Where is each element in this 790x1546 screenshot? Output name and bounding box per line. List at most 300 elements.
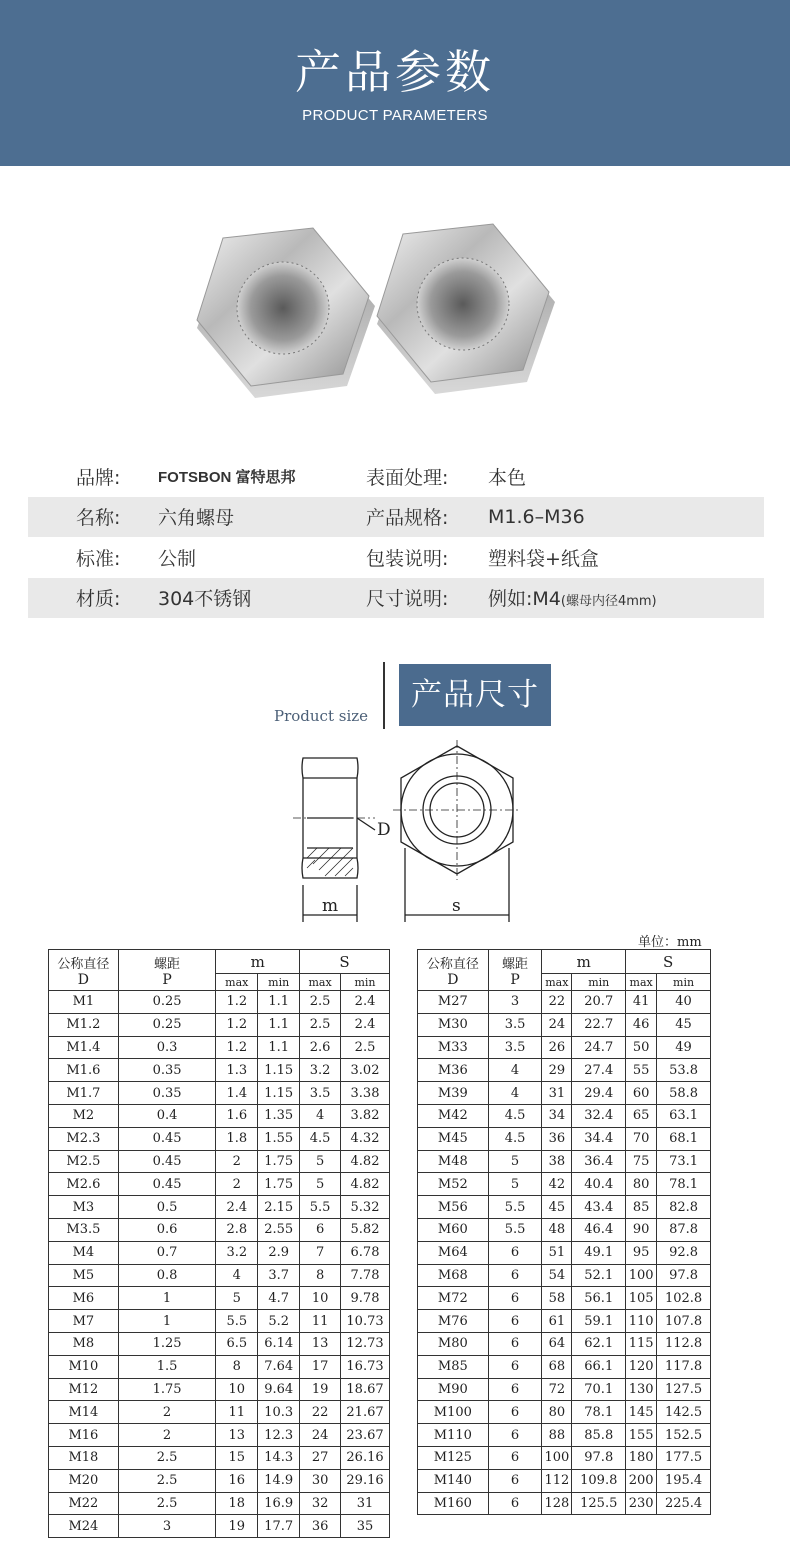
table-cell: M3 [49,1196,119,1219]
table-cell: 0.25 [118,991,216,1014]
spec-value: 六角螺母 [158,507,235,530]
table-cell: 1.8 [216,1127,258,1150]
nut-dimension-diagram [285,740,525,930]
table-cell: 78.1 [657,1173,711,1196]
table-cell: M90 [418,1378,489,1401]
table-cell: 29.4 [572,1082,626,1105]
table-cell: 49.1 [572,1241,626,1264]
table-row [418,1082,711,1105]
table-cell: 6 [488,1424,542,1447]
table-cell: 1.3 [216,1059,258,1082]
table-cell: 4.5 [488,1104,542,1127]
table-cell: 18.67 [341,1378,390,1401]
table-cell: 13 [216,1424,258,1447]
table-cell: 17.7 [258,1515,300,1538]
table-cell: 31 [341,1492,390,1515]
table-cell: 88 [542,1424,572,1447]
table-cell: 20.7 [572,991,626,1014]
table-cell: 18 [216,1492,258,1515]
table-cell: 4 [488,1082,542,1105]
table-row [49,991,390,1014]
col-header-s: S [626,950,711,974]
table-row [418,1059,711,1082]
product-size-cn: 产品尺寸 [399,664,551,726]
table-cell: 1.1 [258,991,300,1014]
table-row [418,1401,711,1424]
table-cell: 24 [542,1013,572,1036]
table-cell: 64 [542,1332,572,1355]
table-cell: 97.8 [657,1264,711,1287]
diagram-label-d: D [377,820,391,840]
table-row [418,1492,711,1515]
table-cell: 6.14 [258,1332,300,1355]
table-cell: 1.6 [216,1104,258,1127]
table-cell: 16.73 [341,1355,390,1378]
table-cell: 4.7 [258,1287,300,1310]
table-cell: 6 [488,1469,542,1492]
table-cell: 5 [300,1173,341,1196]
table-cell: 110 [626,1310,657,1333]
table-cell: 1.2 [216,1036,258,1059]
spec-label: 名称: [76,507,121,530]
table-cell: 10.3 [258,1401,300,1424]
table-cell: M1.6 [49,1059,119,1082]
table-cell: M56 [418,1196,489,1219]
spec-example: 例如:M4 [488,588,561,611]
table-cell: 12.3 [258,1424,300,1447]
table-cell: 58.8 [657,1082,711,1105]
table-cell: 1.4 [216,1082,258,1105]
spec-row [28,497,764,538]
page-title: 产品参数 [295,45,495,99]
table-cell: 11 [300,1310,341,1333]
table-cell: M5 [49,1264,119,1287]
table-row [49,1196,390,1219]
table-cell: 30 [300,1469,341,1492]
table-cell: 225.4 [657,1492,711,1515]
table-cell: 0.7 [118,1241,216,1264]
table-cell: 0.35 [118,1082,216,1105]
table-cell: 127.5 [657,1378,711,1401]
table-cell: 54 [542,1264,572,1287]
table-row [49,1036,390,1059]
col-header-m: m [216,950,300,974]
table-row [49,1424,390,1447]
table-cell: 13 [300,1332,341,1355]
table-cell: 5 [488,1150,542,1173]
table-row [49,1355,390,1378]
spec-label: 尺寸说明: [366,588,449,611]
table-row [49,1082,390,1105]
table-cell: 49 [657,1036,711,1059]
table-cell: 2 [216,1150,258,1173]
table-cell: 85.8 [572,1424,626,1447]
table-cell: M100 [418,1401,489,1424]
table-cell: 34 [542,1104,572,1127]
table-cell: 1.1 [258,1013,300,1036]
table-cell: 0.8 [118,1264,216,1287]
table-cell: 2.4 [341,1013,390,1036]
table-cell: 61 [542,1310,572,1333]
table-cell: 1.75 [258,1173,300,1196]
table-cell: 22.7 [572,1013,626,1036]
table-cell: M22 [49,1492,119,1515]
table-cell: 63.1 [657,1104,711,1127]
table-cell: 3.82 [341,1104,390,1127]
unit-label: 单位：mm [638,935,702,950]
table-cell: 0.45 [118,1150,216,1173]
table-cell: 26 [542,1036,572,1059]
table-cell: 4 [488,1059,542,1082]
table-cell: 1.2 [216,991,258,1014]
table-row [418,1127,711,1150]
table-cell: 3.02 [341,1059,390,1082]
table-cell: 9.78 [341,1287,390,1310]
spec-value: 304不锈钢 [158,588,252,611]
table-cell: M27 [418,991,489,1014]
table-cell: 2.4 [341,991,390,1014]
table-row [418,991,711,1014]
table-cell: 4 [216,1264,258,1287]
table-cell: 1.75 [118,1378,216,1401]
spec-label: 包装说明: [366,547,449,570]
table-cell: 3.2 [300,1059,341,1082]
table-cell: 2.5 [341,1036,390,1059]
table-cell: 8 [300,1264,341,1287]
table-row [49,1287,390,1310]
table-cell: M12 [49,1378,119,1401]
table-row [418,1036,711,1059]
table-cell: 100 [626,1264,657,1287]
table-row [49,1013,390,1036]
table-cell: 5 [300,1150,341,1173]
table-cell: 8 [216,1355,258,1378]
table-cell: 112 [542,1469,572,1492]
table-cell: 6.78 [341,1241,390,1264]
spec-row [28,578,764,619]
table-cell: 9.64 [258,1378,300,1401]
table-row [49,1127,390,1150]
table-cell: 2 [118,1401,216,1424]
table-cell: 6 [488,1492,542,1515]
table-cell: 15 [216,1446,258,1469]
table-cell: 2.4 [216,1196,258,1219]
table-cell: 5 [488,1173,542,1196]
table-cell: 7.64 [258,1355,300,1378]
table-row [49,1492,390,1515]
spec-value: 塑料袋+纸盒 [488,547,599,570]
table-cell: 78.1 [572,1401,626,1424]
spec-label: 材质: [76,588,121,611]
table-cell: 120 [626,1355,657,1378]
table-cell: 3.5 [488,1036,542,1059]
header-banner [0,0,790,166]
table-cell: 85 [626,1196,657,1219]
table-cell: M1 [49,991,119,1014]
table-cell: 6 [488,1332,542,1355]
table-cell: 52.1 [572,1264,626,1287]
table-cell: M64 [418,1241,489,1264]
table-cell: 12.73 [341,1332,390,1355]
table-cell: 4.82 [341,1150,390,1173]
col-header-max: max [300,974,341,991]
table-cell: M45 [418,1127,489,1150]
table-cell: 22 [542,991,572,1014]
divider [383,662,385,729]
table-cell: M36 [418,1059,489,1082]
table-cell: 177.5 [657,1446,711,1469]
table-row [418,1241,711,1264]
table-cell: 58 [542,1287,572,1310]
table-cell: 56.1 [572,1287,626,1310]
table-cell: M52 [418,1173,489,1196]
table-cell: 45 [542,1196,572,1219]
table-cell: 51 [542,1241,572,1264]
col-header-pitch: 螺距 P [118,950,216,991]
table-row [49,1150,390,1173]
table-row [418,1424,711,1447]
table-cell: 36 [542,1127,572,1150]
table-row [418,1469,711,1492]
table-cell: 112.8 [657,1332,711,1355]
table-cell: 5.82 [341,1218,390,1241]
table-cell: M3.5 [49,1218,119,1241]
table-cell: 5.2 [258,1310,300,1333]
table-cell: 53.8 [657,1059,711,1082]
table-cell: 45 [657,1013,711,1036]
table-cell: 1 [118,1310,216,1333]
table-cell: 50 [626,1036,657,1059]
table-row [418,1355,711,1378]
table-cell: 1.5 [118,1355,216,1378]
table-cell: 5 [216,1287,258,1310]
table-cell: M110 [418,1424,489,1447]
table-cell: 21.67 [341,1401,390,1424]
col-header-diameter: 公称直径 D [49,950,119,991]
spec-example-note: (螺母内径4mm) [560,594,657,610]
table-cell: M76 [418,1310,489,1333]
table-cell: 2.9 [258,1241,300,1264]
table-cell: 128 [542,1492,572,1515]
table-cell: 42 [542,1173,572,1196]
table-cell: 2 [118,1424,216,1447]
table-cell: 1.75 [258,1150,300,1173]
table-cell: 31 [542,1082,572,1105]
table-cell: 82.8 [657,1196,711,1219]
table-cell: 155 [626,1424,657,1447]
table-cell: 40 [657,991,711,1014]
table-row [49,1218,390,1241]
table-cell: 142.5 [657,1401,711,1424]
table-cell: M42 [418,1104,489,1127]
hex-nut-left [197,228,375,398]
table-cell: 100 [542,1446,572,1469]
table-cell: 0.4 [118,1104,216,1127]
table-cell: M60 [418,1218,489,1241]
table-cell: M68 [418,1264,489,1287]
table-cell: 3.5 [300,1082,341,1105]
dimension-table-left [48,949,390,1538]
spec-value [488,584,657,611]
table-cell: 2.5 [300,1013,341,1036]
table-row [49,1264,390,1287]
table-cell: M48 [418,1150,489,1173]
table-cell: M20 [49,1469,119,1492]
table-cell: 10 [216,1378,258,1401]
col-header-min: min [572,974,626,991]
table-cell: 46 [626,1013,657,1036]
table-cell: 5.5 [488,1218,542,1241]
col-header-pitch: 螺距 P [488,950,542,991]
table-cell: 27 [300,1446,341,1469]
dimension-table-right [417,949,711,1515]
table-cell: M8 [49,1332,119,1355]
table-row [49,1446,390,1469]
table-cell: 6 [488,1310,542,1333]
table-cell: M80 [418,1332,489,1355]
table-cell: 2.5 [118,1492,216,1515]
table-cell: 16.9 [258,1492,300,1515]
table-cell: 55 [626,1059,657,1082]
table-cell: 6 [488,1401,542,1424]
table-cell: 14.3 [258,1446,300,1469]
table-cell: 70 [626,1127,657,1150]
table-cell: 24.7 [572,1036,626,1059]
table-cell: 2.8 [216,1218,258,1241]
spec-value: FOTSBON 富特思邦 [158,468,296,486]
table-cell: 68 [542,1355,572,1378]
table-cell: 36 [300,1515,341,1538]
table-cell: M18 [49,1446,119,1469]
table-cell: 6 [488,1355,542,1378]
table-cell: 1.35 [258,1104,300,1127]
table-cell: M1.7 [49,1082,119,1105]
table-row [49,1173,390,1196]
table-cell: 1.55 [258,1127,300,1150]
spec-table [28,456,764,618]
table-cell: 65 [626,1104,657,1127]
table-cell: 87.8 [657,1218,711,1241]
table-cell: 4.82 [341,1173,390,1196]
table-cell: 1.1 [258,1036,300,1059]
table-row [49,1332,390,1355]
diagram-label-s: s [452,896,461,916]
table-cell: 10 [300,1287,341,1310]
table-cell: 0.6 [118,1218,216,1241]
table-cell: M14 [49,1401,119,1424]
table-cell: 0.25 [118,1013,216,1036]
table-cell: 60 [626,1082,657,1105]
table-cell: M140 [418,1469,489,1492]
table-row [418,1378,711,1401]
table-row [418,1310,711,1333]
table-cell: M16 [49,1424,119,1447]
table-cell: 145 [626,1401,657,1424]
table-cell: M2.5 [49,1150,119,1173]
spec-value: 本色 [488,466,527,489]
table-cell: M2.3 [49,1127,119,1150]
table-cell: 6 [488,1241,542,1264]
table-cell: 32.4 [572,1104,626,1127]
table-cell: M10 [49,1355,119,1378]
table-cell: 5.32 [341,1196,390,1219]
table-row [418,1332,711,1355]
table-cell: 73.1 [657,1150,711,1173]
table-row [49,1469,390,1492]
table-cell: 2.15 [258,1196,300,1219]
table-cell: 62.1 [572,1332,626,1355]
table-cell: 0.3 [118,1036,216,1059]
col-header-s: S [300,950,390,974]
table-row [418,1104,711,1127]
table-row [418,1196,711,1219]
table-cell: M85 [418,1355,489,1378]
table-cell: 1.15 [258,1082,300,1105]
table-row [49,1241,390,1264]
table-cell: 6 [300,1218,341,1241]
col-header-m: m [542,950,626,974]
table-cell: 3 [118,1515,216,1538]
table-cell: 152.5 [657,1424,711,1447]
spec-label: 表面处理: [366,466,449,489]
table-cell: 22 [300,1401,341,1424]
table-cell: 102.8 [657,1287,711,1310]
table-cell: 107.8 [657,1310,711,1333]
table-cell: 2.5 [300,991,341,1014]
table-cell: 6 [488,1446,542,1469]
table-cell: M30 [418,1013,489,1036]
table-cell: 117.8 [657,1355,711,1378]
hex-nut-right [377,224,555,394]
table-cell: 2.55 [258,1218,300,1241]
table-cell: 0.45 [118,1173,216,1196]
spec-value: 公制 [158,547,197,570]
table-cell: 48 [542,1218,572,1241]
table-cell: 10.73 [341,1310,390,1333]
table-cell: 43.4 [572,1196,626,1219]
table-cell: M1.2 [49,1013,119,1036]
table-cell: 2.5 [118,1446,216,1469]
table-cell: 97.8 [572,1446,626,1469]
table-cell: 1 [118,1287,216,1310]
table-row [418,1013,711,1036]
table-cell: 2.6 [300,1036,341,1059]
table-header-row [49,950,390,974]
table-cell: 26.16 [341,1446,390,1469]
table-cell: 14.9 [258,1469,300,1492]
page-subtitle: PRODUCT PARAMETERS [302,107,488,124]
table-cell: 59.1 [572,1310,626,1333]
spec-row [28,456,764,497]
table-cell: 3 [488,991,542,1014]
table-cell: M125 [418,1446,489,1469]
col-header-diameter: 公称直径 D [418,950,489,991]
table-row [418,1446,711,1469]
spec-label: 标准: [76,547,121,570]
table-cell: 46.4 [572,1218,626,1241]
table-row [49,1059,390,1082]
table-cell: 115 [626,1332,657,1355]
col-header-max: max [626,974,657,991]
table-cell: 80 [542,1401,572,1424]
table-cell: M39 [418,1082,489,1105]
table-cell: 6 [488,1287,542,1310]
table-cell: 75 [626,1150,657,1173]
table-cell: 109.8 [572,1469,626,1492]
table-row [49,1104,390,1127]
table-cell: 1.25 [118,1332,216,1355]
table-cell: 4.32 [341,1127,390,1150]
